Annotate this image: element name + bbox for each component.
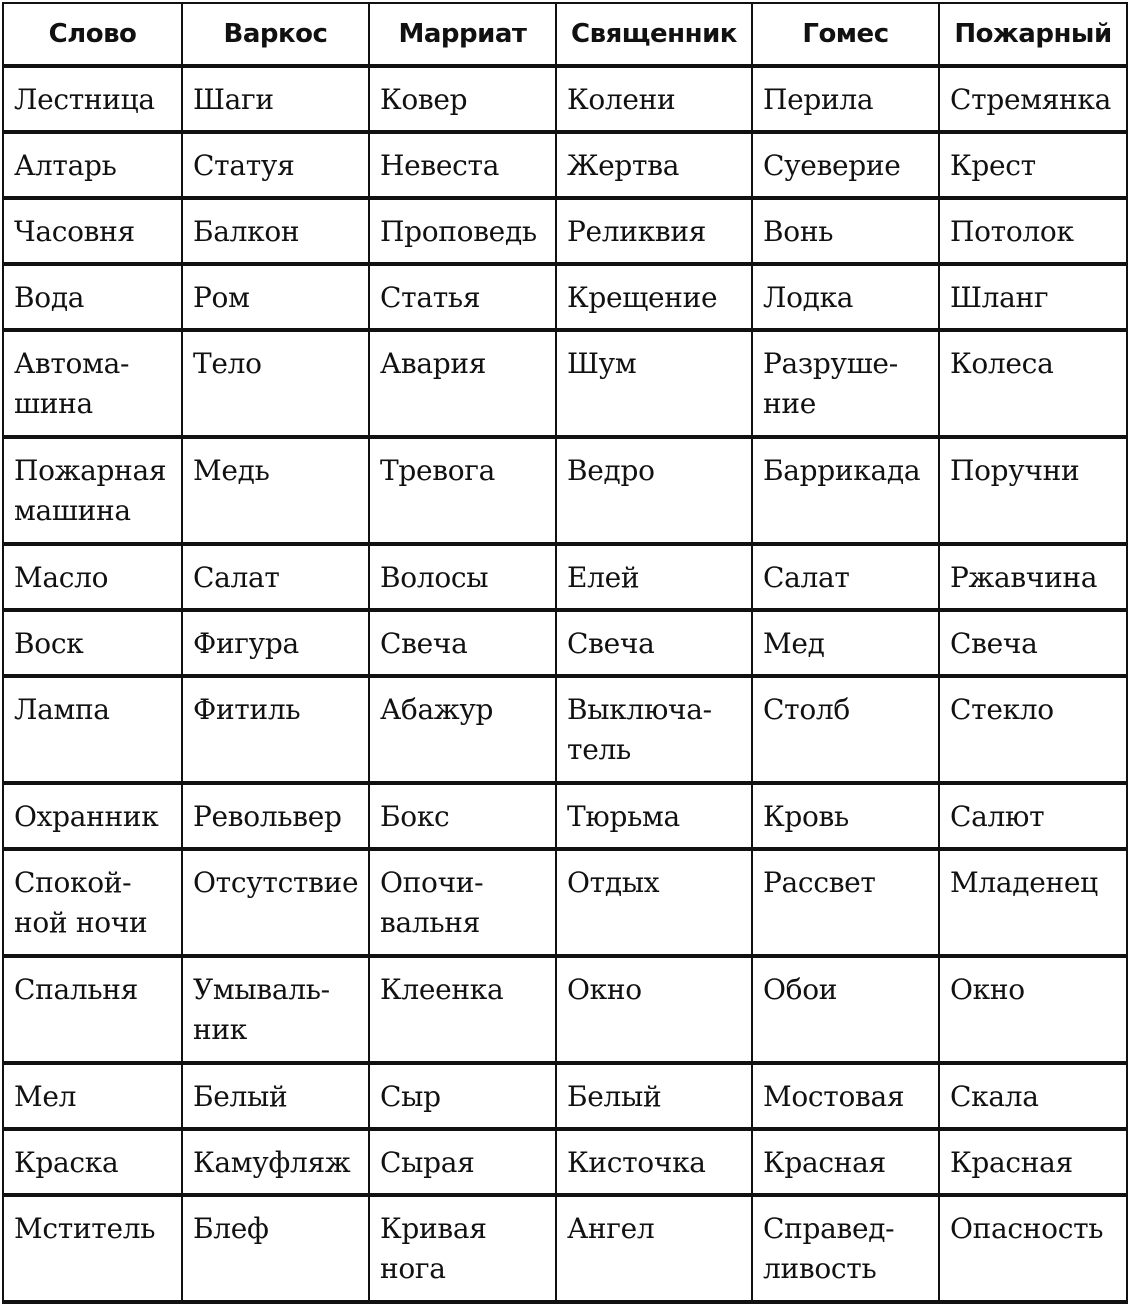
cell-text-line: Шланг [950,281,1049,314]
cell-text-line: Волосы [380,561,489,594]
cell-text-line: Белый [193,1080,288,1113]
table-cell [752,783,939,849]
table-cell [939,1195,1127,1302]
table-cell [3,1195,182,1302]
table-cell [369,1129,556,1195]
table-row [3,1129,1127,1195]
cell-text-line: Статья [380,281,481,314]
cell-text-line: Жертва [567,149,680,182]
table-row [3,264,1127,330]
header-cell: Слово [3,3,182,66]
cell-text-line: Салат [763,561,850,594]
table-cell [939,198,1127,264]
table-row [3,1063,1127,1129]
cell-text-line: Кривая [380,1212,487,1245]
table-cell [182,956,369,1063]
cell-text-line: Сырая [380,1146,475,1179]
cell-text-line: ливость [763,1252,877,1285]
table-cell [3,437,182,544]
cell-text-line: Тело [193,347,262,380]
cell-text-line: шина [14,387,93,420]
cell-text-line: ник [193,1013,247,1046]
cell-text-line: Охранник [14,800,159,833]
cell-text-line: Реликвия [567,215,707,248]
table-cell [3,849,182,956]
table-cell [3,330,182,437]
table-cell [3,676,182,783]
cell-text-line: Отсутствие [193,866,359,899]
cell-text-line: Авария [380,347,487,380]
table-cell [556,676,752,783]
table-cell [752,1129,939,1195]
table-cell [3,1129,182,1195]
cell-text-line: Младенец [950,866,1098,899]
cell-text-line: Мед [763,627,825,660]
table-cell [182,676,369,783]
cell-text-line: Колеса [950,347,1054,380]
table-cell [182,437,369,544]
cell-text-line: Кисточка [567,1146,706,1179]
table-row [3,610,1127,676]
cell-text-line: Выключа- [567,693,712,726]
table-cell [556,956,752,1063]
cell-text-line: Потолок [950,215,1074,248]
cell-text-line: Свеча [950,627,1038,660]
table-cell [939,66,1127,132]
header-cell: Пожарный [939,3,1127,66]
table-cell [939,956,1127,1063]
cell-text-line: Ром [193,281,250,314]
table-cell [3,132,182,198]
table-cell [369,676,556,783]
cell-text-line: машина [14,494,131,527]
cell-text-line: Масло [14,561,109,594]
table-row [3,198,1127,264]
table-cell [3,783,182,849]
table-cell [556,330,752,437]
cell-text-line: Ржавчина [950,561,1098,594]
cell-text-line: Свеча [567,627,655,660]
cell-text-line: Балкон [193,215,300,248]
header-row [3,3,1127,66]
cell-text-line: Тюрьма [567,800,680,833]
cell-text-line: Красная [950,1146,1073,1179]
cell-text-line: Крещение [567,281,718,314]
cell-text-line: Статуя [193,149,295,182]
table-cell [182,66,369,132]
cell-text-line: Абажур [380,693,494,726]
cell-text-line: Красная [763,1146,886,1179]
table-cell [369,783,556,849]
cell-text-line: Колени [567,83,676,116]
table-cell [369,544,556,610]
cell-text-line: Мостовая [763,1080,905,1113]
header-cell: Гомес [752,3,939,66]
table-cell [752,1063,939,1129]
cell-text-line: тель [567,733,631,766]
table-cell [939,330,1127,437]
table-cell [369,956,556,1063]
table-cell [182,330,369,437]
cell-text-line: Проповедь [380,215,537,248]
cell-text-line: Салют [950,800,1045,833]
cell-text-line: Ковер [380,83,468,116]
cell-text-line: Мел [14,1080,77,1113]
table-cell [556,1129,752,1195]
cell-text-line: Револьвер [193,800,342,833]
table-cell [752,610,939,676]
table-row [3,437,1127,544]
table-cell [369,132,556,198]
table-cell [3,956,182,1063]
cell-text-line: Разруше- [763,347,898,380]
cell-text-line: Блеф [193,1212,269,1245]
cell-text-line: Лампа [14,693,110,726]
table-cell [752,264,939,330]
table-cell [752,330,939,437]
cell-text-line: Автома- [14,347,130,380]
table-cell [939,264,1127,330]
table-cell [369,437,556,544]
cell-text-line: Стремянка [950,83,1112,116]
cell-text-line: Столб [763,693,850,726]
cell-text-line: Лодка [763,281,854,314]
table-cell [939,676,1127,783]
cell-text-line: Суеверие [763,149,901,182]
table-row [3,849,1127,956]
table-cell [182,1129,369,1195]
table-cell [939,132,1127,198]
table-cell [939,437,1127,544]
table-cell [3,1063,182,1129]
table-cell [556,1195,752,1302]
cell-text-line: Свеча [380,627,468,660]
table-cell [752,66,939,132]
table-row [3,783,1127,849]
cell-text-line: Камуфляж [193,1146,351,1179]
table-cell [752,198,939,264]
cell-text-line: вальня [380,906,481,939]
cell-text-line: Обои [763,973,838,1006]
header-cell: Марриат [369,3,556,66]
cell-text-line: ной ночи [14,906,148,939]
table-cell [182,264,369,330]
table-row [3,1195,1127,1302]
cell-text-line: Елей [567,561,640,594]
cell-text-line: Отдых [567,866,660,899]
table-row [3,330,1127,437]
cell-text-line: Белый [567,1080,662,1113]
table-cell [939,1129,1127,1195]
cell-text-line: Невеста [380,149,500,182]
cell-text-line: Вода [14,281,85,314]
header-cell: Варкос [182,3,369,66]
table-cell [3,198,182,264]
table-cell [939,1063,1127,1129]
cell-text-line: Пожарная [14,454,167,487]
cell-text-line: Спокой- [14,866,132,899]
table-cell [556,437,752,544]
cell-text-line: Фитиль [193,693,301,726]
cell-text-line: Ведро [567,454,655,487]
cell-text-line: Алтарь [14,149,117,182]
table-cell [556,66,752,132]
table-cell [939,783,1127,849]
table-cell [182,1195,369,1302]
cell-text-line: Лестница [14,83,155,116]
table-cell [556,264,752,330]
table-cell [556,783,752,849]
cell-text-line: Скала [950,1080,1039,1113]
table-cell [752,437,939,544]
cell-text-line: Фигура [193,627,299,660]
cell-text-line: Крест [950,149,1036,182]
cell-text-line: ние [763,387,816,420]
table-cell [752,676,939,783]
cell-text-line: Баррикада [763,454,921,487]
cell-text-line: Медь [193,454,270,487]
table-cell [939,849,1127,956]
cell-text-line: Стекло [950,693,1054,726]
word-association-table [2,2,1128,1304]
header-cell: Священник [556,3,752,66]
cell-text-line: Опочи- [380,866,484,899]
table-cell [939,544,1127,610]
cell-text-line: Перила [763,83,874,116]
table-cell [3,66,182,132]
table-cell [752,956,939,1063]
table-cell [752,849,939,956]
cell-text-line: Мститель [14,1212,156,1245]
cell-text-line: Клеенка [380,973,504,1006]
cell-text-line: Умываль- [193,973,330,1006]
cell-text-line: Ангел [567,1212,655,1245]
cell-text-line: Часовня [14,215,135,248]
table-cell [556,198,752,264]
cell-text-line: нога [380,1252,446,1285]
table-cell [182,132,369,198]
cell-text-line: Справед- [763,1212,895,1245]
cell-text-line: Шаги [193,83,274,116]
table-cell [182,198,369,264]
cell-text-line: Шум [567,347,637,380]
table-cell [556,544,752,610]
cell-text-line: Опасность [950,1212,1104,1245]
table-cell [182,1063,369,1129]
table-cell [752,544,939,610]
cell-text-line: Вонь [763,215,834,248]
table-cell [369,610,556,676]
table-cell [3,610,182,676]
table-cell [369,1195,556,1302]
table-row [3,132,1127,198]
cell-text-line: Сыр [380,1080,441,1113]
table-cell [556,1063,752,1129]
cell-text-line: Рассвет [763,866,876,899]
table-cell [369,264,556,330]
table-row [3,544,1127,610]
cell-text-line: Воск [14,627,84,660]
table-row [3,66,1127,132]
table-cell [556,610,752,676]
cell-text-line: Поручни [950,454,1080,487]
table-cell [752,1195,939,1302]
cell-text-line: Спальня [14,973,139,1006]
table-row [3,676,1127,783]
cell-text-line: Салат [193,561,280,594]
cell-text-line: Краска [14,1146,119,1179]
table-cell [752,132,939,198]
table-cell [369,849,556,956]
cell-text-line: Окно [950,973,1025,1006]
table-cell [182,849,369,956]
table-cell [939,610,1127,676]
table-cell [182,544,369,610]
cell-text-line: Бокс [380,800,450,833]
cell-text-line: Тревога [380,454,496,487]
table-row [3,956,1127,1063]
table-cell [3,264,182,330]
cell-text-line: Кровь [763,800,849,833]
table-cell [3,544,182,610]
cell-text-line: Окно [567,973,642,1006]
table-cell [556,849,752,956]
table-cell [369,1063,556,1129]
table-cell [369,66,556,132]
table-cell [182,783,369,849]
table-cell [556,132,752,198]
table-cell [182,610,369,676]
table-cell [369,198,556,264]
table-cell [369,330,556,437]
